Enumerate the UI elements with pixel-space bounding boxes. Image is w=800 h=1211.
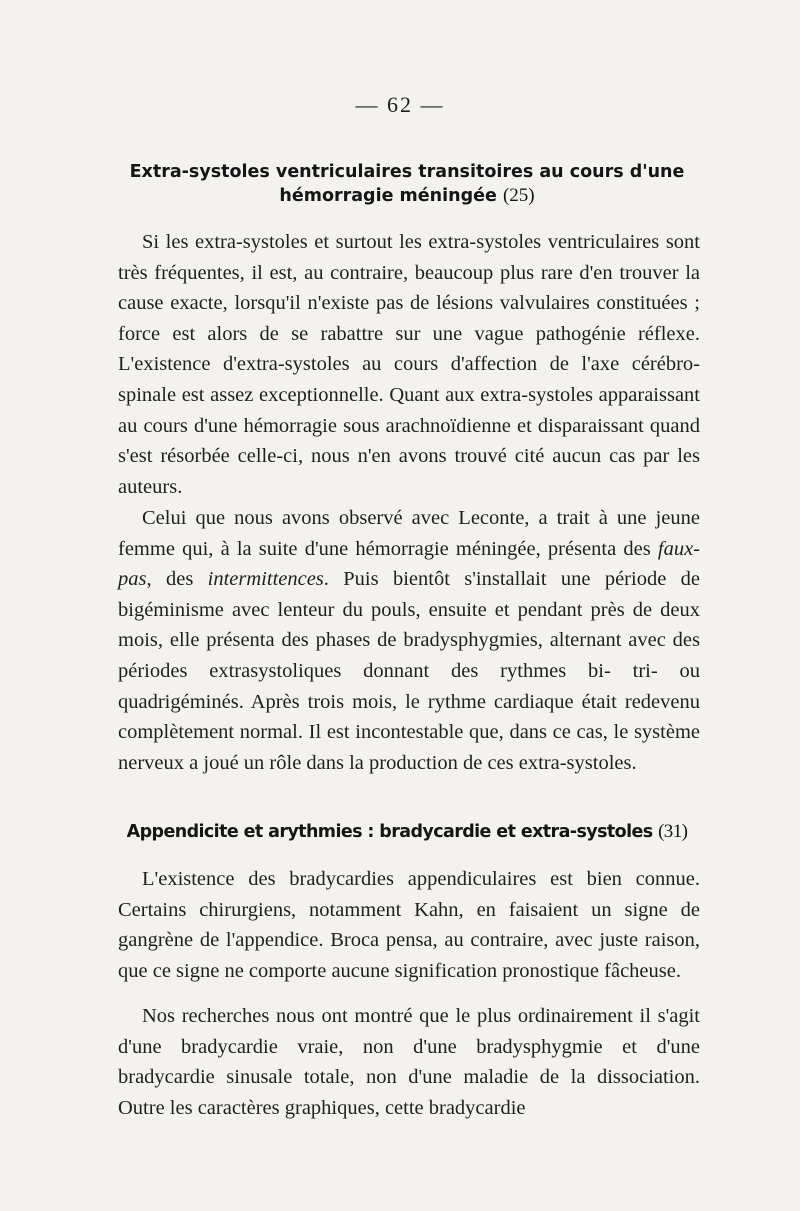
paragraph: L'existence des bradycardies appendiculaires est bien connue. Certains chirurgiens, notamment Kahn, en faisaient un signe de gangrène de l'appendice. Broca pensa, au contraire, avec juste raison, que ce signe ne comporte aucune signification pronostique fâcheuse.	[118, 868, 700, 982]
section-heading-extra-systoles	[112, 160, 702, 208]
heading-line-2	[112, 184, 702, 208]
heading-text: Appendicite et arythmies : bradycardie et extra-systoles	[126, 822, 653, 842]
heading-reference: (25)	[502, 185, 535, 206]
paragraph-text: Celui que nous avons observé avec Leconte, a trait à une jeune femme qui, à la suite d'une hémorragie méningée, présenta des	[118, 507, 700, 560]
section-heading-appendicite	[112, 820, 702, 844]
heading-line-2-text: hémorragie méningée	[279, 186, 497, 206]
paragraph: Si les extra-systoles et surtout les extra-systoles ventriculaires sont très fréquentes, il est, au contraire, beaucoup plus rare d'en trouver la cause exacte, lorsqu'il n'existe pas de lésions valvulaires constituées ; force est alors de se rabattre sur une vague pathogénie réflexe. L'existence d'extra-systoles au cours d'affection de l'axe cérébro-spinale est assez exceptionnelle. Quant aux extra-systoles apparaissant au cours d'une hémorragie sous arachnoïdienne et disparaissant quand s'est résorbée celle-ci, nous n'en avons trouvé cité aucun cas par les auteurs.	[118, 231, 700, 498]
paragraph: Nos recherches nous ont montré que le plus ordinairement il s'agit d'une bradycardie vraie, non d'une bradysphygmie et d'une bradycardie sinusale totale, non d'une maladie de la dissociation. Outre les caractères graphiques, cette bradycardie	[118, 1005, 700, 1119]
paragraph	[118, 503, 700, 778]
paragraph-text: , des	[146, 568, 208, 591]
italic-term: intermittences	[207, 568, 324, 591]
italic-term: faux-pas	[118, 537, 700, 591]
page-number: — 62 —	[355, 92, 445, 117]
heading-line-1: Extra-systoles ventriculaires transitoires au cours d'une	[129, 162, 685, 182]
heading-reference: (31)	[658, 821, 688, 842]
paragraph-text: . Puis bientôt s'installait une période de bigéminisme avec lenteur du pouls, ensuite et pendant près de deux mois, elle présenta des phases de bradysphygmies, alternant avec des périodes extrasystoliques donnant des rythmes bi- tri- ou quadrigéminés. Après trois mois, le rythme cardiaque était redevenu complètement normal. Il est incontestable que, dans ce cas, le système nerveux a joué un rôle dans la production de ces extra-systoles.	[118, 568, 701, 774]
